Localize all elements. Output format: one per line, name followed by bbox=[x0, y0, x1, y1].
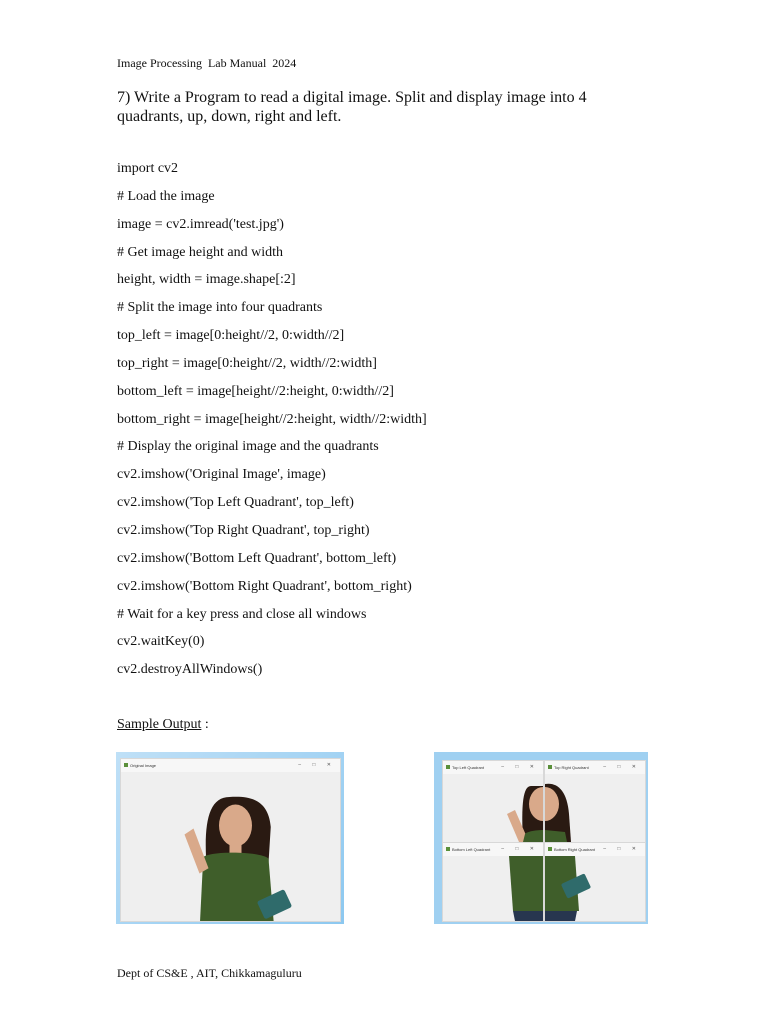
window-titlebar bbox=[545, 843, 645, 856]
code-listing bbox=[117, 160, 427, 689]
code-line: top_left = image[0:height//2, 0:width//2] bbox=[117, 328, 345, 344]
window-content bbox=[443, 774, 543, 842]
original-image-window bbox=[120, 758, 341, 922]
code-line: bottom_left = image[height//2:height, 0:width//2] bbox=[117, 383, 394, 399]
code-line: # Get image height and width bbox=[117, 244, 284, 260]
code-line: import cv2 bbox=[117, 161, 179, 176]
window-title: Original Image bbox=[130, 763, 157, 768]
app-icon bbox=[548, 847, 552, 851]
sample-output-colon: : bbox=[201, 717, 209, 732]
code-line: # Display the original image and the quadrants bbox=[117, 439, 379, 455]
sample-output-label: Sample Output bbox=[117, 717, 202, 732]
top-right-window bbox=[544, 760, 646, 843]
code-line: cv2.imshow('Bottom Right Quadrant', bottom_right) bbox=[117, 578, 412, 594]
window-content bbox=[121, 772, 340, 921]
code-line: # Wait for a key press and close all windows bbox=[117, 606, 367, 622]
window-titlebar bbox=[545, 761, 645, 774]
top-left-quadrant-photo bbox=[443, 774, 543, 842]
code-line: cv2.imshow('Top Left Quadrant', top_left) bbox=[117, 495, 354, 511]
top-left-window bbox=[442, 760, 544, 843]
page-footer: Dept of CS&E , AIT, Chikkamaguluru bbox=[117, 966, 302, 980]
question-text: 7) Write a Program to read a digital image. Split and display image into 4 quadrants, up, down, right and left. bbox=[117, 89, 587, 125]
code-line: cv2.imshow('Original Image', image) bbox=[117, 467, 326, 483]
window-controls: – □ ✕ bbox=[603, 846, 641, 852]
bottom-left-window bbox=[442, 842, 544, 922]
original-image-screenshot bbox=[116, 752, 344, 924]
window-controls: – □ ✕ bbox=[501, 846, 539, 852]
window-controls: – □ ✕ bbox=[603, 764, 641, 770]
window-title: Bottom Left Quadrant bbox=[452, 847, 491, 852]
window-title: Bottom Right Quadrant bbox=[554, 847, 595, 852]
code-line: image = cv2.imread('test.jpg') bbox=[117, 216, 284, 232]
window-content bbox=[545, 774, 645, 842]
page-header: Image Processing Lab Manual 2024 bbox=[117, 56, 297, 70]
top-right-quadrant-photo bbox=[545, 774, 645, 842]
code-line: cv2.imshow('Top Right Quadrant', top_right) bbox=[117, 522, 370, 538]
window-controls: – □ ✕ bbox=[298, 762, 336, 768]
person-photo bbox=[121, 772, 340, 921]
app-icon bbox=[548, 765, 552, 769]
window-titlebar bbox=[443, 761, 543, 774]
app-icon bbox=[124, 763, 128, 767]
code-line: # Load the image bbox=[117, 188, 215, 204]
bottom-left-quadrant-photo bbox=[443, 856, 543, 921]
window-content bbox=[545, 856, 645, 921]
app-icon bbox=[446, 847, 450, 851]
window-content bbox=[443, 856, 543, 921]
window-titlebar bbox=[121, 759, 340, 772]
bottom-right-window bbox=[544, 842, 646, 922]
code-line: cv2.destroyAllWindows() bbox=[117, 662, 263, 678]
sample-output-heading bbox=[117, 717, 209, 733]
code-line: # Split the image into four quadrants bbox=[117, 300, 323, 316]
quadrants-screenshot bbox=[434, 752, 648, 924]
code-line: cv2.waitKey(0) bbox=[117, 634, 205, 650]
code-line: top_right = image[0:height//2, width//2:width] bbox=[117, 355, 377, 371]
window-titlebar bbox=[443, 843, 543, 856]
app-icon bbox=[446, 765, 450, 769]
code-line: height, width = image.shape[:2] bbox=[117, 272, 296, 288]
code-line: cv2.imshow('Bottom Left Quadrant', bottom_left) bbox=[117, 550, 397, 566]
window-title: Top Right Quadrant bbox=[554, 765, 589, 770]
code-line: bottom_right = image[height//2:height, width//2:width] bbox=[117, 411, 427, 427]
bottom-right-quadrant-photo bbox=[545, 856, 645, 921]
window-title: Top Left Quadrant bbox=[452, 765, 485, 770]
window-controls: – □ ✕ bbox=[501, 764, 539, 770]
